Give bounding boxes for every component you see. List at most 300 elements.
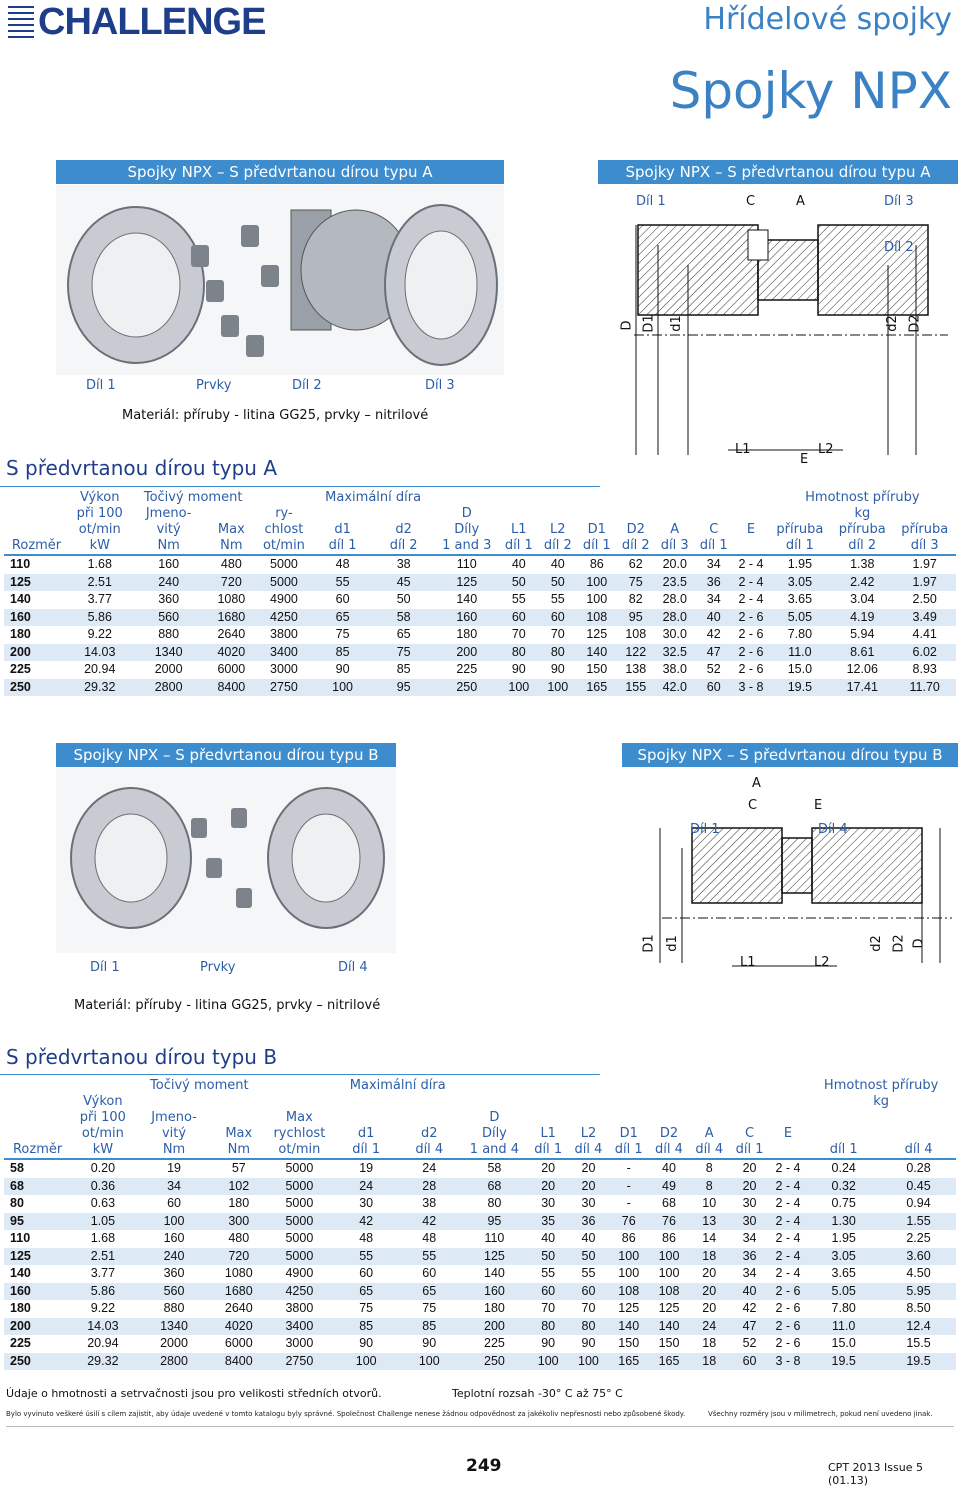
b-h-d2-dil: díl 4 (415, 1142, 444, 1157)
a-cell: 2 - 6 (733, 609, 768, 627)
a-cell: 250 (434, 679, 499, 697)
b-cell: 200 (461, 1318, 528, 1336)
b-cell: 3800 (285, 1301, 314, 1316)
a-cell: 3.05 (769, 574, 831, 592)
a-cell: 28.0 (655, 609, 694, 627)
note-mass: Údaje o hmotnosti a setrvačnosti jsou pro velikosti středních otvorů. (6, 1387, 382, 1400)
b-cell: 80 (10, 1196, 24, 1211)
b-cell: 60 (568, 1283, 608, 1301)
b-h-hmot: Hmotnost příruby (823, 1078, 939, 1093)
a-cell: 3800 (270, 627, 298, 642)
a-cell: 108 (577, 609, 616, 627)
a-h-D: D (461, 506, 472, 521)
a-cell: 8.61 (831, 644, 893, 662)
catalog-category: Hřídelové spojky (703, 2, 952, 37)
b-cell: 29.32 (71, 1353, 134, 1371)
b-cell: 68 (4, 1178, 71, 1196)
note-temperature: Teplotní rozsah -30° C až 75° C (452, 1387, 623, 1400)
b-dwg-D2: D2 (891, 934, 907, 953)
a-h-L1: L1 (511, 522, 527, 537)
b-h-max: Max (225, 1126, 253, 1141)
b-cell: 100 (528, 1353, 568, 1371)
a-cell: 360 (158, 592, 180, 607)
a-cell: 90 (335, 662, 350, 677)
b-dwg-D1: D1 (641, 934, 657, 953)
b-cell: 560 (135, 1283, 214, 1301)
a-cell: 180 (10, 627, 31, 642)
a-cell: 108 (625, 627, 647, 642)
a-h-nm2: Nm (220, 538, 243, 553)
b-cell: 30 (541, 1196, 556, 1211)
a-cell: 110 (456, 557, 477, 572)
a-cell: 9.22 (87, 627, 112, 642)
a-cell: 80 (499, 644, 538, 662)
b-cell: 2.51 (71, 1248, 134, 1266)
b-cell: 0.45 (881, 1178, 956, 1196)
b-cell: 14.03 (71, 1318, 134, 1336)
a-h-d1: d1 (334, 522, 351, 537)
a-cell: 75 (373, 644, 434, 662)
b-material: Materiál: příruby - litina GG25, prvky – nitrilové (74, 998, 381, 1013)
b-cell: 1.95 (831, 1231, 856, 1246)
b-cell: 19.5 (881, 1353, 956, 1371)
b-cell: 240 (135, 1248, 214, 1266)
b-h-m4: díl 4 (904, 1142, 933, 1157)
a-h-L2-dil: díl 2 (543, 538, 572, 553)
b-cell: 140 (484, 1266, 505, 1281)
b-cell: 100 (649, 1248, 689, 1266)
a-cell: 138 (625, 662, 647, 677)
b-cell: 24 (422, 1161, 437, 1176)
a-cell: 38 (396, 557, 411, 572)
b-cell: 5000 (264, 1248, 335, 1266)
b-cell: 2 - 4 (775, 1161, 801, 1176)
b-cell: 2 - 4 (775, 1196, 801, 1211)
a-material: Materiál: příruby - litina GG25, prvky – nitrilové (122, 408, 429, 423)
b-cell: 5000 (285, 1196, 314, 1211)
a-cell: 165 (577, 679, 616, 697)
a-h-m2: díl 2 (848, 538, 877, 553)
b-cell: 60 (528, 1283, 568, 1301)
b-section-title: S předvrtanou dírou typu B (6, 1045, 278, 1069)
a-h-otmin2: ot/min (262, 538, 305, 553)
a-dwg-d1: d1 (668, 315, 684, 332)
b-cell: 65 (335, 1283, 398, 1301)
b-cell: 35 (528, 1213, 568, 1231)
b-cell: 20 (541, 1161, 556, 1176)
a-cell: 2000 (154, 662, 183, 677)
a-cell: 90 (550, 662, 565, 677)
a-cell: 5000 (270, 557, 298, 572)
b-cell: 6000 (224, 1336, 253, 1351)
b-cell: 30 (359, 1196, 374, 1211)
b-cell: 57 (231, 1161, 246, 1176)
b-cell: 55 (581, 1266, 596, 1281)
b-cell: 480 (228, 1231, 250, 1246)
a-coupling-photo (56, 185, 504, 375)
a-cell: 155 (616, 679, 655, 697)
b-table-row (4, 1283, 956, 1301)
b-cell: 2 - 6 (770, 1318, 807, 1336)
page-number: 249 (466, 1456, 502, 1476)
b-cell: 5000 (285, 1161, 314, 1176)
a-cell: 100 (499, 679, 538, 697)
b-cell: 50 (568, 1248, 608, 1266)
a-h-vykon: Výkon (80, 490, 120, 505)
b-h-jmeno: Jmeno- (151, 1110, 197, 1125)
b-cell: 8400 (213, 1353, 264, 1371)
b-h-pri100: při 100 (79, 1110, 126, 1125)
a-cell: 160 (434, 609, 499, 627)
b-h-E: E (783, 1126, 793, 1141)
a-cell: 2.42 (831, 574, 893, 592)
a-h-priruba3: příruba (901, 522, 949, 537)
a-dwg-E: E (800, 452, 809, 467)
b-cell: 24 (335, 1178, 398, 1196)
a-cell: 2640 (217, 627, 246, 642)
a-cell: 4.41 (912, 627, 937, 642)
a-h-D2: D2 (626, 522, 645, 537)
a-dwg-L1: L1 (735, 442, 751, 457)
a-cell: 140 (10, 592, 31, 607)
b-h-D1-dil: díl 1 (614, 1142, 643, 1157)
b-cell: 160 (4, 1283, 71, 1301)
b-cell: 49 (649, 1178, 689, 1196)
a-cell: 5000 (256, 574, 312, 592)
b-cell: 300 (213, 1213, 264, 1231)
a-cell: 52 (706, 662, 721, 677)
b-cell: 42 (398, 1213, 461, 1231)
a-h-L2: L2 (550, 522, 566, 537)
a-photo-title: Spojky NPX – S předvrtanou dírou typu A (56, 160, 504, 184)
b-h-D2: D2 (659, 1126, 679, 1141)
b-spec-table (4, 1078, 956, 1370)
b-h-D2-dil: díl 4 (655, 1142, 683, 1157)
a-cell: 48 (335, 557, 350, 572)
a-cell: 100 (577, 574, 616, 592)
a-h-D1: D1 (587, 522, 606, 537)
a-cell: 7.80 (787, 627, 813, 642)
b-cell: 52 (742, 1336, 757, 1351)
b-cell: 20 (528, 1178, 568, 1196)
b-cell: 58 (10, 1161, 24, 1176)
a-h-A: A (670, 522, 680, 537)
b-cell: 34 (742, 1266, 757, 1281)
b-cell: 1.68 (90, 1231, 116, 1246)
b-cell: 19 (167, 1161, 181, 1176)
b-cell: 42 (742, 1301, 757, 1316)
b-h-otmin: ot/min (81, 1126, 124, 1141)
b-h-A: A (704, 1126, 714, 1141)
b-cell: 70 (541, 1301, 556, 1316)
a-table-row (4, 574, 956, 592)
a-table-row (4, 644, 956, 662)
b-dwg-dil4: Díl 4 (818, 822, 848, 837)
b-cell: 68 (461, 1178, 528, 1196)
a-cell: 55 (550, 592, 565, 607)
a-cell: 58 (373, 609, 434, 627)
b-cell: 100 (568, 1353, 608, 1371)
b-cell: 30 (581, 1196, 596, 1211)
b-cell: 3000 (285, 1336, 314, 1351)
b-cell: 95 (461, 1213, 528, 1231)
b-cell: 50 (528, 1248, 568, 1266)
a-cell: 11.0 (769, 644, 831, 662)
a-cell: 8400 (207, 679, 256, 697)
b-cell: 108 (649, 1283, 689, 1301)
b-cell: 250 (461, 1353, 528, 1371)
a-cell: 28.0 (662, 592, 687, 607)
a-cell: 75 (335, 627, 350, 642)
a-h-priruba2: příruba (838, 522, 886, 537)
b-cell: 80 (528, 1318, 568, 1336)
b-cell: 2 - 6 (775, 1336, 801, 1351)
a-cell: 140 (577, 644, 616, 662)
a-cell: 8.93 (912, 662, 937, 677)
b-cell: 20.94 (87, 1336, 119, 1351)
a-cell: 200 (434, 644, 499, 662)
b-dwg-d2: d2 (868, 935, 884, 952)
b-cell: 15.0 (831, 1336, 856, 1351)
a-h-m3: díl 3 (910, 538, 939, 553)
b-cell: 5.95 (881, 1283, 956, 1301)
b-cell: 125 (618, 1301, 640, 1316)
a-h-otmin: ot/min (78, 522, 121, 537)
b-cell: 0.36 (71, 1178, 134, 1196)
b-h-d2: d2 (420, 1126, 438, 1141)
a-cell: 29.32 (69, 679, 130, 697)
b-cell: 140 (609, 1318, 649, 1336)
a-cell: 160 (158, 557, 180, 572)
a-label-dil2: Díl 2 (292, 378, 322, 393)
a-cell: 3400 (256, 644, 312, 662)
a-cell: 150 (586, 662, 608, 677)
a-spec-table (4, 490, 956, 696)
b-cell: 48 (359, 1231, 374, 1246)
a-cell: 1.97 (912, 557, 937, 572)
b-h-dily14: 1 and 4 (469, 1142, 520, 1157)
b-dwg-dil1: Díl 1 (690, 822, 720, 837)
a-cell: 2800 (130, 679, 206, 697)
a-cell: 3.49 (893, 609, 956, 627)
a-cell: 6000 (217, 662, 246, 677)
b-cell: 4250 (264, 1283, 335, 1301)
b-cell: 5000 (285, 1231, 314, 1246)
b-cell: 2 - 4 (775, 1266, 801, 1281)
b-cell: 3 - 8 (770, 1353, 807, 1371)
b-cell: 90 (541, 1336, 556, 1351)
b-cell: 20 (689, 1283, 729, 1301)
b-dwg-E: E (814, 798, 823, 813)
b-label-dil1: Díl 1 (90, 960, 120, 975)
b-cell: 140 (649, 1318, 689, 1336)
a-cell: 1680 (207, 609, 256, 627)
b-cell: 4.50 (906, 1266, 931, 1281)
a-h-nm1: Nm (157, 538, 180, 553)
a-dwg-dil1: Díl 1 (636, 194, 666, 209)
b-table-row (4, 1230, 956, 1248)
b-h-C: C (744, 1126, 755, 1141)
b-cell: 225 (10, 1336, 31, 1351)
a-table-row (4, 591, 956, 609)
b-cell: 15.5 (906, 1336, 931, 1351)
a-cell: 3000 (270, 662, 298, 677)
a-h-jmeno: Jmeno- (145, 506, 192, 521)
a-cell: 5.86 (69, 609, 130, 627)
b-cell: 20 (729, 1178, 769, 1196)
a-h-C: C (709, 522, 719, 537)
b-h-D1: D1 (619, 1126, 638, 1141)
b-cell: 55 (398, 1248, 461, 1266)
a-cell: 11.70 (893, 679, 956, 697)
b-cell: 58 (487, 1161, 502, 1176)
b-cell: 80 (568, 1318, 608, 1336)
b-dwg-L2: L2 (814, 955, 830, 970)
b-cell: 14 (702, 1231, 717, 1246)
a-cell: 60 (538, 609, 577, 627)
b-cell: 86 (621, 1231, 636, 1246)
brand-name: CHALLENGE (38, 0, 266, 43)
a-cell: 82 (628, 592, 643, 607)
a-cell: 480 (220, 557, 242, 572)
a-cell: 6.02 (893, 644, 956, 662)
a-h-D2-dil: díl 2 (621, 538, 650, 553)
b-cell: 108 (609, 1283, 649, 1301)
b-cell: 76 (609, 1213, 649, 1231)
a-dwg-A: A (796, 194, 805, 209)
b-h-L2: L2 (580, 1126, 597, 1141)
b-cell: 4020 (213, 1318, 264, 1336)
a-cell: 50 (499, 574, 538, 592)
b-h-rychlost: rychlost (273, 1126, 326, 1141)
b-cell: 19.5 (806, 1353, 881, 1371)
b-cell: 34 (742, 1231, 757, 1246)
a-h-ry: ry- (275, 506, 293, 521)
page-title: Spojky NPX (669, 62, 952, 120)
b-cell: 100 (618, 1266, 640, 1281)
b-dwg-D: D (911, 938, 927, 949)
b-cell: 47 (729, 1318, 769, 1336)
a-h-hmot: Hmotnost příruby (805, 490, 920, 505)
b-cell: 90 (581, 1336, 596, 1351)
b-h-tocivy: Točivý moment (150, 1078, 249, 1093)
b-cell: 200 (4, 1318, 71, 1336)
a-section-title: S předvrtanou dírou typu A (6, 456, 278, 480)
b-cell: 40 (662, 1161, 676, 1176)
b-cell: 30 (742, 1196, 757, 1211)
logo-mark-icon (8, 6, 34, 38)
a-cell: 100 (586, 592, 608, 607)
b-dwg-C: C (748, 798, 758, 813)
b-cell: 24 (689, 1318, 729, 1336)
b-cell: 2.25 (906, 1231, 931, 1246)
a-cell: 95 (373, 679, 434, 697)
b-cell: 1.55 (881, 1213, 956, 1231)
b-cell: 18 (689, 1353, 729, 1371)
b-cell: 19 (359, 1161, 374, 1176)
a-cell: 14.03 (69, 644, 130, 662)
b-cell: 100 (609, 1248, 649, 1266)
a-h-A-dil: díl 3 (660, 538, 689, 553)
a-cell: 40 (694, 609, 733, 627)
a-cell: 125 (434, 574, 499, 592)
a-cell: 125 (586, 627, 608, 642)
a-h-maxdira: Maximální díra (325, 490, 422, 505)
a-cell: 1.97 (893, 574, 956, 592)
b-cell: 86 (662, 1231, 676, 1246)
b-cell: 180 (484, 1301, 505, 1316)
b-cell: 36 (729, 1248, 769, 1266)
b-cell: 160 (461, 1283, 528, 1301)
a-cell: 2 - 6 (738, 627, 764, 642)
b-cell: 90 (359, 1336, 374, 1351)
a-cell: 1.95 (787, 557, 813, 572)
b-table-body (4, 1159, 956, 1370)
a-cell: 85 (312, 644, 373, 662)
a-dwg-D1: D1 (641, 314, 657, 333)
b-cell: 65 (398, 1283, 461, 1301)
a-table-row (4, 679, 956, 697)
b-h-A-dil: díl 4 (695, 1142, 724, 1157)
b-cell: 34 (135, 1178, 214, 1196)
b-table-row (4, 1178, 956, 1196)
b-cell: 150 (618, 1336, 640, 1351)
b-cell: 60 (167, 1196, 181, 1211)
b-cell: 720 (213, 1248, 264, 1266)
b-cell: 100 (658, 1266, 680, 1281)
b-cell: 150 (658, 1336, 680, 1351)
a-h-kg: kg (854, 506, 871, 521)
a-cell: 60 (335, 592, 350, 607)
b-cell: 2 - 6 (770, 1283, 807, 1301)
a-cell: 65 (396, 627, 411, 642)
b-cell: 20 (702, 1301, 717, 1316)
a-cell: 12.06 (846, 662, 878, 677)
a-cell: 86 (589, 557, 604, 572)
a-cell: 36 (694, 574, 733, 592)
a-cell: 5.05 (769, 609, 831, 627)
a-cell: 19.5 (769, 679, 831, 697)
b-h-nm1: Nm (162, 1142, 186, 1157)
b-cell: 8 (689, 1178, 729, 1196)
brand-logo (8, 0, 266, 43)
b-dwg-L1: L1 (740, 955, 756, 970)
a-cell: 62 (628, 557, 643, 572)
b-cell: 3.05 (806, 1248, 881, 1266)
b-cell: 100 (135, 1213, 214, 1231)
b-h-maxdira: Maximální díra (349, 1078, 446, 1093)
a-cell: 100 (312, 679, 373, 697)
b-cell: 7.80 (831, 1301, 856, 1316)
a-cell: 200 (4, 644, 69, 662)
b-cell: 100 (335, 1353, 398, 1371)
b-cell: 1.05 (71, 1213, 134, 1231)
b-cell: 8.50 (906, 1301, 931, 1316)
b-cell: 85 (398, 1318, 461, 1336)
b-cell: 3.65 (831, 1266, 856, 1281)
b-cell: 18 (702, 1336, 717, 1351)
b-photo-title: Spojky NPX – S předvrtanou dírou typu B (56, 743, 396, 767)
b-cell: - (609, 1178, 649, 1196)
b-h-dily: Díly (481, 1126, 507, 1141)
b-cell: 55 (541, 1266, 556, 1281)
b-table-row (4, 1159, 956, 1178)
a-cell: 4.19 (831, 609, 893, 627)
b-table-row (4, 1335, 956, 1353)
b-cell: 11.0 (806, 1318, 881, 1336)
b-h-L2-dil: díl 4 (574, 1142, 603, 1157)
a-cell: 250 (4, 679, 69, 697)
